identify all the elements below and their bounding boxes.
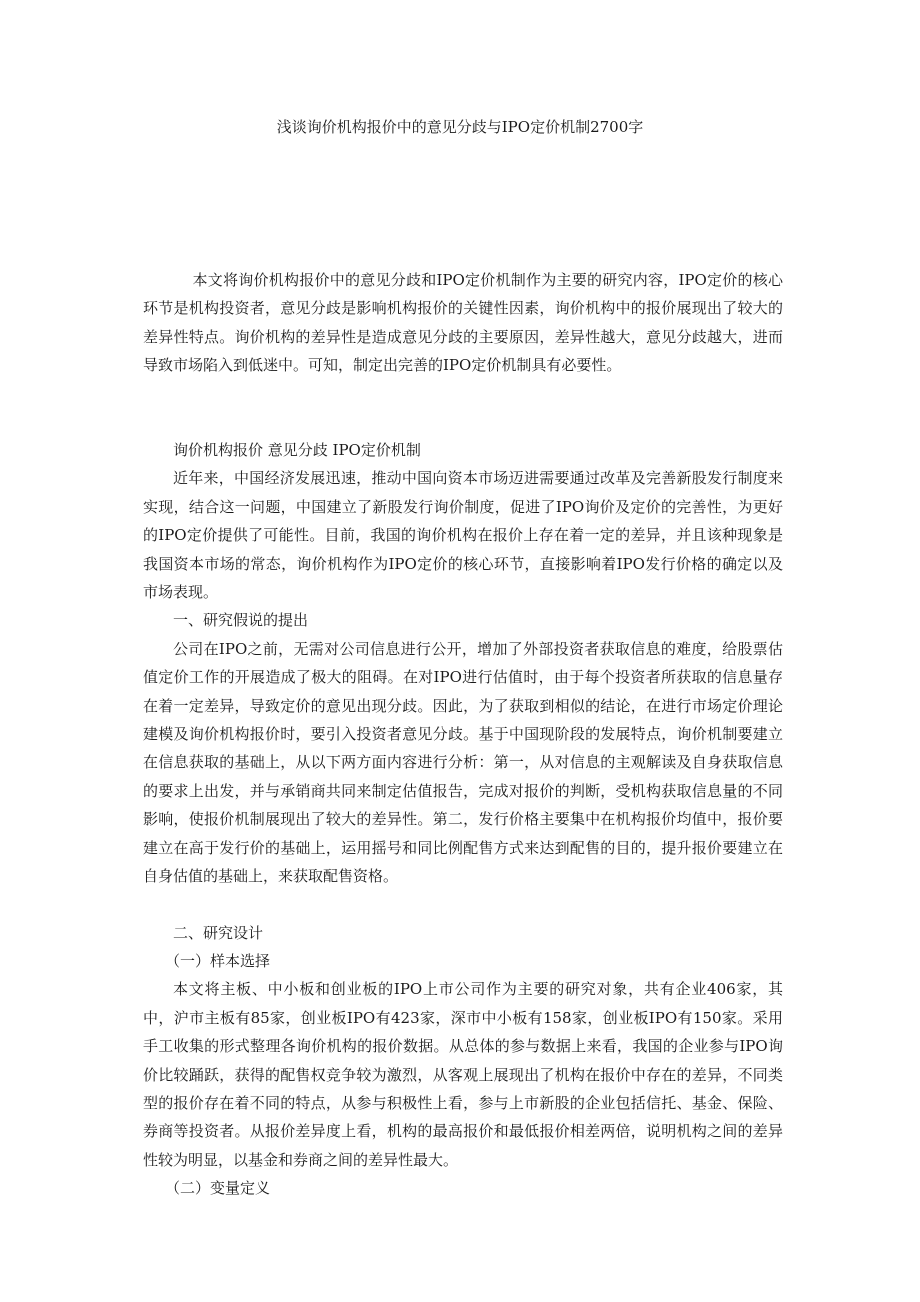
section-gap xyxy=(143,891,783,919)
intro-paragraph: 近年来，中国经济发展迅速，推动中国向资本市场迈进需要通过改革及完善新股发行制度来实现，结合这一问题，中国建立了新股发行询价制度，促进了IPO询价及定价的完善性，为更好的IPO定价提供了可能性。目前，我国的询价机构在报价上存在着一定的差异，并且该种现象是我国资本市场的常态，询价机构作为IPO定价的核心环节，直接影响着IPO发行价格的确定以及市场表现。 xyxy=(143,469,783,602)
keywords-line: 询价机构报价 意见分歧 IPO定价机制 xyxy=(173,441,421,459)
main-body xyxy=(143,436,783,1203)
section2-heading: 二、研究设计 xyxy=(173,923,264,942)
section2-sub2-heading: （二）变量定义 xyxy=(165,1179,271,1198)
section2-sub1-paragraph: 本文将主板、中小板和创业板的IPO上市公司作为主要的研究对象，共有企业406家，其中，沪市主板有85家，创业板IPO有423家，深市中小板有158家，创业板IPO有150家。采用手工收集的形式整理各询价机构的报价数据。从总体的参与数据上来看，我国的企业参与IPO询价比较踊跃，获得的配售权竞争较为激烈，从客观上展现出了机构在报价中存在的差异，不同类型的报价存在着不同的特点，从参与积极性上看，参与上市新股的企业包括信托、基金、保险、券商等投资者。从报价差异度上看，机构的最高报价和最低报价相差两倍，说明机构之间的差异性较为明显，以基金和券商之间的差异性最大。 xyxy=(143,980,783,1169)
abstract-paragraph: 本文将询价机构报价中的意见分歧和IPO定价机制作为主要的研究内容，IPO定价的核心环节是机构投资者，意见分歧是影响机构报价的关键性因素，询价机构中的报价展现出了较大的差异性特点。询价机构的差异性是造成意见分歧的主要原因，差异性越大，意见分歧越大，进而导致市场陷入到低迷中。可知，制定出完善的IPO定价机制具有必要性。 xyxy=(143,271,783,375)
document-title: 浅谈询价机构报价中的意见分歧与IPO定价机制2700字 xyxy=(276,118,644,136)
section1-heading: 一、研究假说的提出 xyxy=(173,611,309,630)
abstract-block xyxy=(143,266,783,380)
section1-paragraph: 公司在IPO之前，无需对公司信息进行公开，增加了外部投资者获取信息的难度，给股票估值定价工作的开展造成了极大的阻碍。在对IPO进行估值时，由于每个投资者所获取的信息量存在着一定差异，导致定价的意见出现分歧。因此，为了获取到相似的结论，在进行市场定价理论建模及询价机构报价时，要引入投资者意见分歧。基于中国现阶段的发展特点，询价机制要建立在信息获取的基础上，从以下两方面内容进行分析：第一，从对信息的主观解读及自身获取信息的要求上出发，并与承销商共同来制定估值报告，完成对报价的判断，受机构获取信息量的不同影响，使报价机制展现出了较大的差异性。第二，发行价格主要集中在机构报价均值中，报价要建立在高于发行价的基础上，运用摇号和同比例配售方式来达到配售的目的，提升报价要建立在自身估值的基础上，来获取配售资格。 xyxy=(143,639,783,886)
section2-sub1-heading: （一）样本选择 xyxy=(165,951,271,970)
